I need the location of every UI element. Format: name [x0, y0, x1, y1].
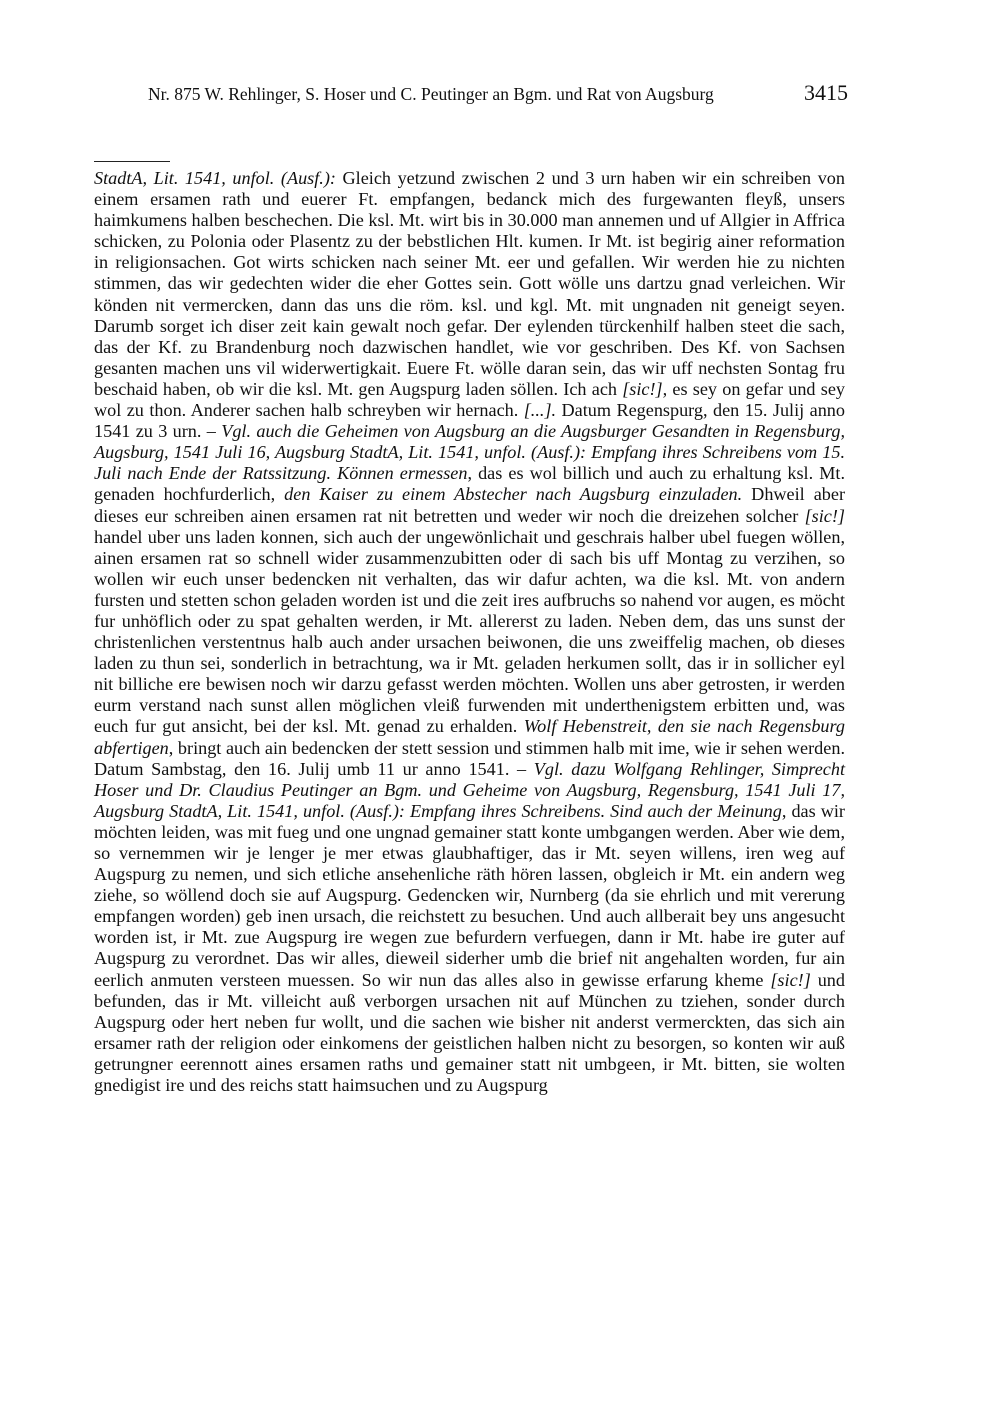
footnote-paragraph [94, 168, 845, 1096]
text-run: Gleich yetzund zwischen 2 und 3 urn haben wir ein schreiben von einem ersamen rath und euerer Ft. empfangen, bedanck mich des furgewanten fleyß, unsers haimkumens halben beschechen. Die ksl. Mt. wirt bis in 30.000 man annemen und uf Allgier in Affrica schicken, zu Polonia oder Plasentz zu der bebstlichen Hlt. kumen. Ir Mt. ist begirig ainer reformation in religionsachen. Got wirts schicken nach seiner Mt. eer und gefallen. Wir werden hie zu nichten stimmen, das wir gedechten wider die eher Gottes sein. Gott wölle uns dartzu gnad verleichen. Wir könden nit vermercken, dann das uns die röm. ksl. und kgl. Mt. mit ungnaden nit geneigt seyen. Darumb sorget ich diser zeit kain gewalt noch gefar. Der eylenden türckenhilf halben steet die sach, das der Kf. zu Brandenburg noch dazwischen handlet, wie vor geschriben. Des Kf. von Sachsen gesanten machen uns vil widerwertigkait. Euere Ft. wölle daran sein, das wir uff nechsten Sontag fru beschaid haben, ob wir die ksl. Mt. gen Augspurg laden söllen. Ich ach [94, 168, 845, 399]
footnote-divider [94, 161, 170, 162]
text-run: Datum Regenspurg, den 15. Julij anno 1541 zu 3 urn. – [94, 400, 845, 442]
text-run: Dhweil aber dieses eur schreiben ainen ersamen rat nit betretten und weder wir noch die dreizehen solcher [94, 484, 845, 526]
italic-text-run: den Kaiser zu einem Abstecher nach Augsburg einzuladen. [284, 484, 743, 505]
italic-text-run: [...]. [523, 400, 557, 421]
text-run: , das es wol billich und auch zu erhaltung ksl. Mt. genaden hochfurderlich, [94, 463, 845, 505]
text-run: handel uber uns laden konnen, sich auch der ungewönlichait und geschrais halber ubel fuegen wöllen, ainen ersamen rat so schnell wider zusammenzubitten oder di sach bis uff Montag zu verzihen, so wollen wir euch unser bedencken nit verhalten, das wir dafur achten, wa die ksl. Mt. von andern fursten und stetten schon geladen worden ist und die zeit ires aufbruchs so nahend vor augen, es möcht fur unhöflich oder zu spat gehalten werden, ir Mt. allererst zu laden. Neben dem, das uns sunst der christenlichen verstentnus halb auch ander ursachen beiwonen, die uns zweiffelig machen, ob dieses laden zu thun sei, sonderlich in betrachtung, wa ir Mt. geladen herkumen sollt, das ir in sollicher eyl nit billiche ere bewisen noch wir darzu gefasst werden möchten. Wollen uns aber getrosten, ir werden eurm verstand nach sunst allen möglichen vleiß furwenden mit underthenigstem erbitten und, was euch fur gut ansicht, bei der ksl. Mt. genad zu erhalden. [94, 526, 845, 737]
italic-text-run: [sic!], [622, 378, 668, 399]
italic-text-run: Vgl. auch die Geheimen von Augsburg an die Augsburger Gesandten in Regensburg, Augsburg, 1541 Juli 16, Augsburg StadtA, Lit. 1541, unfol. (Ausf.): Empfang ihres Schreibens vom 15. Juli nach Ende der Ratssitzung. Können ermessen [94, 421, 845, 484]
italic-text-run: Vgl. dazu Wolfgang Rehlinger, Simprecht Hoser und Dr. Claudius Peutinger an Bgm. und Geheime von Augsburg, Regensburg, 1541 Juli 17, Augsburg StadtA, Lit. 1541, unfol. (Ausf.): Empfang ihres Schreibens. Sind auch der Meinung [94, 758, 845, 821]
text-run: , das wir möchten leiden, was mit fueg und one ungnad gemainer statt konte umbgangen werden. Aber wie dem, so vernemmen wir je lenger je mer etwas glaubhaftiger, das ir Mt. seyen willens, iren weg auf Augspurg zu nemen, und sich etliche ansehenliche räth hören lassen, obgleich ir Mt. ein andern weg ziehe, so wöllend doch sie auf Augspurg. Gedencken wir, Nurnberg (da sie ehrlich und mit vererung empfangen worden) geb inen ursach, die reichstett zu besuchen. Und auch allberait bey uns angesucht worden ist, ir Mt. zue Augspurg ire wegen zue befurdern verfuegen, dann ir Mt. habe ire guter auf Augspurg zu verordnet. Das wir alles, dieweil siderher umb die brief nit angehalten worden, fur ain eerlich anmuten versteen muessen. So wir nun das alles also in gewisse erfarung kheme [94, 800, 845, 990]
italic-text-run: StadtA, Lit. 1541, unfol. (Ausf.): [94, 168, 336, 188]
italic-text-run: Wolf Hebenstreit, den sie nach Regensburg abfertigen [94, 716, 845, 758]
page-number: 3415 [804, 80, 848, 105]
text-run: und befunden, das ir Mt. villeicht auß verborgen ursachen nit auf München zu tziehen, sonder durch Augspurg oder hert neben fur wollt, und die sachen wie bisher nit anderst vermerckten, das sich ain ersamer rath der religion oder einkomens der geistlichen halben nicht zu besorgen, so konten wir auß getrungner eerennott aines ersamen raths und gemainer statt nit umbgeen, ir Mt. bitten, sie wolten gnedigist ire und des reichs statt haimsuchen und zu Augspurg [94, 969, 845, 1096]
italic-text-run: [sic!] [770, 969, 811, 990]
text-run: es sey on gefar und sey wol zu thon. Anderer sachen halb schreyben wir hernach. [94, 378, 845, 421]
text-run: , bringt auch ain bedencken der stett session und stimmen halb mit ime, wie ir sehen werden. Datum Sambstag, den 16. Julij umb 11 ur anno 1541. – [94, 737, 845, 779]
italic-text-run: [sic!] [804, 505, 845, 526]
running-title: Nr. 875 W. Rehlinger, S. Hoser und C. Peutinger an Bgm. und Rat von Augsburg [148, 84, 714, 104]
page-header [148, 80, 848, 106]
footnote-text [94, 168, 845, 1096]
